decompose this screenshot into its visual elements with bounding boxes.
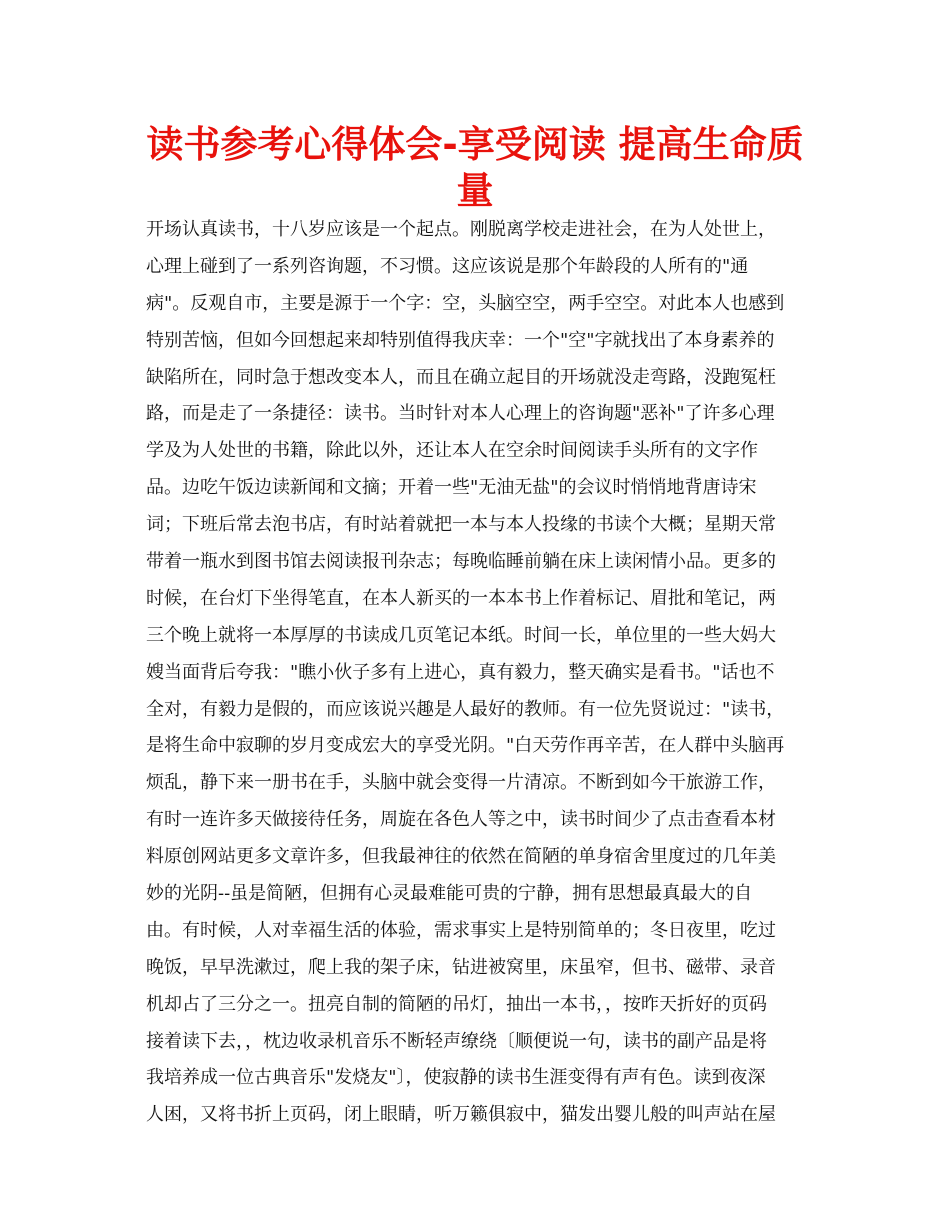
body-line: 机却占了三分之一。扭亮自制的简陋的吊灯，抽出一本书，，按昨天折好的页码 <box>146 993 767 1015</box>
body-line: 开场认真读书，十八岁应该是一个起点。刚脱离学校走进社会，在为人处世上， <box>146 219 776 240</box>
body-line: 我培养成一位古典音乐"发烧友"〕，使寂静的读书生涯变得有声有色。读到夜深 <box>146 1067 766 1089</box>
body-line: 学及为人处世的书籍，除此以外，还让本人在空余时间阅读手头所有的文字作 <box>146 440 758 462</box>
body-line: 时候，在台灯下坐得笔直，在本人新买的一本本书上作着标记、眉批和笔记，两 <box>146 587 776 609</box>
body-line: 妙的光阴--虽是简陋，但拥有心灵最难能可贵的宁静，拥有思想最真最大的自 <box>146 883 753 905</box>
body-line: 有时一连许多天做接待任务，周旋在各色人等之中，读书时间少了点击查看本材 <box>146 809 776 831</box>
body-line: 带着一瓶水到图书馆去阅读报刊杂志；每晚临睡前躺在床上读闲情小品。更多的 <box>146 551 776 573</box>
body-line: 由。有时候，人对幸福生活的体验，需求事实上是特别简单的；冬日夜里，吃过 <box>146 919 776 941</box>
body-line: 人困，又将书折上页码，闭上眼睛，听万籁俱寂中，猫发出婴儿般的叫声站在屋 <box>146 1104 776 1126</box>
body-line: 病"。反观自市，主要是源于一个字：空，头脑空空，两手空空。对此本人也感到 <box>146 292 785 314</box>
body-line: 缺陷所在，同时急于想改变本人，而且在确立起目的开场就没走弯路，没跑冤枉 <box>146 366 776 388</box>
body-line: 是将生命中寂聊的岁月变成宏大的享受光阴。"白天劳作再辛苦，在人群中头脑再 <box>146 735 785 757</box>
body-line: 全对，有毅力是假的，而应该说兴趣是人最好的教师。有一位先贤说过："读书， <box>146 698 785 720</box>
document-body <box>146 212 826 1134</box>
document-title: 读书参考心得体会-享受阅读 提高生命质量 <box>146 123 804 212</box>
body-line: 特别苦恼，但如今回想起来却特别值得我庆幸：一个"空"字就找出了本身素养的 <box>146 329 775 351</box>
body-line: 路，而是走了一条捷径：读书。当时针对本人心理上的咨询题"恶补"了许多心理 <box>146 403 775 425</box>
body-line: 三个晚上就将一本厚厚的书读成几页笔记本纸。时间一长，单位里的一些大妈大 <box>146 624 776 646</box>
body-line: 接着读下去，，枕边收录机音乐不断轻声缭绕〔顺便说一句，读书的副产品是将 <box>146 1030 767 1052</box>
body-line: 词；下班后常去泡书店，有时站着就把一本与本人投缘的书读个大概；星期天常 <box>146 514 776 536</box>
body-line: 烦乱，静下来一册书在手，头脑中就会变得一片清凉。不断到如今干旅游工作， <box>146 772 776 794</box>
body-line: 品。边吃午饭边读新闻和文摘；开着一些"无油无盐"的会议时悄悄地背唐诗宋 <box>146 477 757 499</box>
body-line: 料原创网站更多文章许多，但我最神往的依然在简陋的单身宿舍里度过的几年美 <box>146 846 776 868</box>
body-line: 嫂当面背后夸我："瞧小伙子多有上进心，真有毅力，整天确实是看书。"话也不 <box>146 661 775 683</box>
body-line: 晚饭，早早洗漱过，爬上我的架子床，钻进被窝里，床虽窄，但书、磁带、录音 <box>146 956 776 978</box>
body-line: 心理上碰到了一系列咨询题，不习惯。这应该说是那个年龄段的人所有的"通 <box>146 255 749 277</box>
